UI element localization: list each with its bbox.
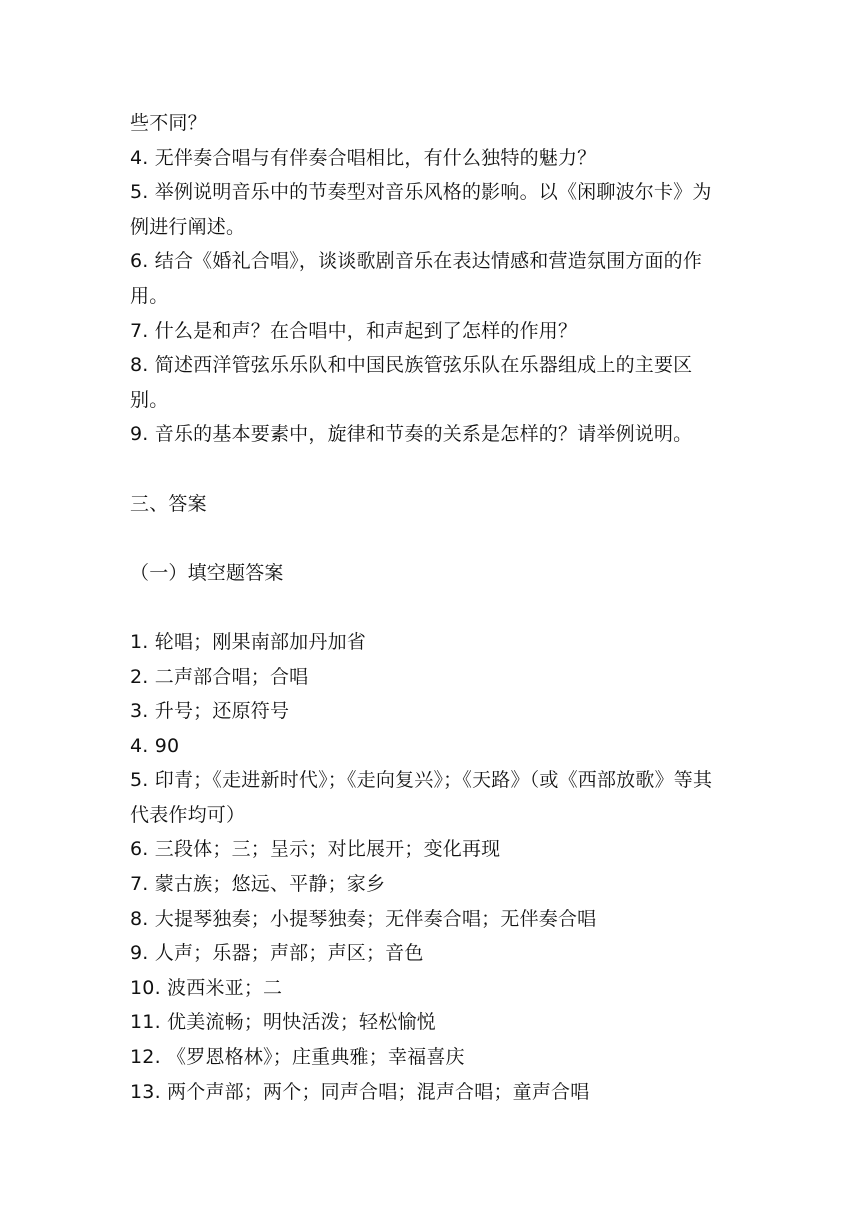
answer-line: 5. 印青；《走进新时代》；《走向复兴》；《天路》（或《西部放歌》等其 — [130, 769, 713, 792]
blank-line — [130, 521, 740, 556]
answer-list — [130, 625, 740, 1109]
answer-line: 7. 蒙古族；悠远、平静；家乡 — [130, 873, 386, 896]
question-line: 5. 举例说明音乐中的节奏型对音乐风格的影响。以《闲聊波尔卡》为 — [130, 181, 712, 204]
answer-line: 9. 人声；乐器；声部；声区；音色 — [130, 942, 424, 965]
answer-line: 4. 90 — [130, 734, 180, 757]
answer-line: 3. 升号；还原符号 — [130, 700, 290, 723]
question-line: 8. 简述西洋管弦乐乐队和中国民族管弦乐队在乐器组成上的主要区 — [130, 354, 693, 377]
blank-line — [130, 452, 740, 487]
answer-line: 代表作均可） — [130, 803, 246, 826]
answer-line: 13. 两个声部；两个；同声合唱；混声合唱；童声合唱 — [130, 1080, 590, 1103]
question-line: 7. 什么是和声？在合唱中，和声起到了怎样的作用？ — [130, 319, 578, 342]
answer-line: 8. 大提琴独奏；小提琴独奏；无伴奏合唱；无伴奏合唱 — [130, 907, 597, 930]
subsection-heading: （一）填空题答案 — [130, 561, 284, 584]
question-line: 例进行阐述。 — [130, 215, 246, 238]
question-line: 4. 无伴奏合唱与有伴奏合唱相比，有什么独特的魅力？ — [130, 146, 597, 169]
question-line: 用。 — [130, 284, 169, 307]
section-heading: 三、答案 — [130, 492, 207, 515]
question-line: 9. 音乐的基本要素中，旋律和节奏的关系是怎样的？请举例说明。 — [130, 423, 693, 446]
answer-line: 11. 优美流畅；明快活泼；轻松愉悦 — [130, 1011, 436, 1034]
question-list — [130, 106, 740, 452]
answer-line: 6. 三段体；三；呈示；对比展开；变化再现 — [130, 838, 501, 861]
question-line: 些不同？ — [130, 112, 207, 134]
answer-line: 12. 《罗恩格林》；庄重典雅；幸福喜庆 — [130, 1046, 465, 1069]
answer-line: 1. 轮唱；刚果南部加丹加省 — [130, 630, 366, 653]
document-page — [130, 106, 740, 1109]
answer-line: 2. 二声部合唱；合唱 — [130, 665, 309, 688]
blank-line — [130, 590, 740, 625]
question-line: 6. 结合《婚礼合唱》，谈谈歌剧音乐在表达情感和营造氛围方面的作 — [130, 250, 703, 273]
question-line: 别。 — [130, 388, 169, 411]
answer-line: 10. 波西米亚；二 — [130, 976, 283, 999]
